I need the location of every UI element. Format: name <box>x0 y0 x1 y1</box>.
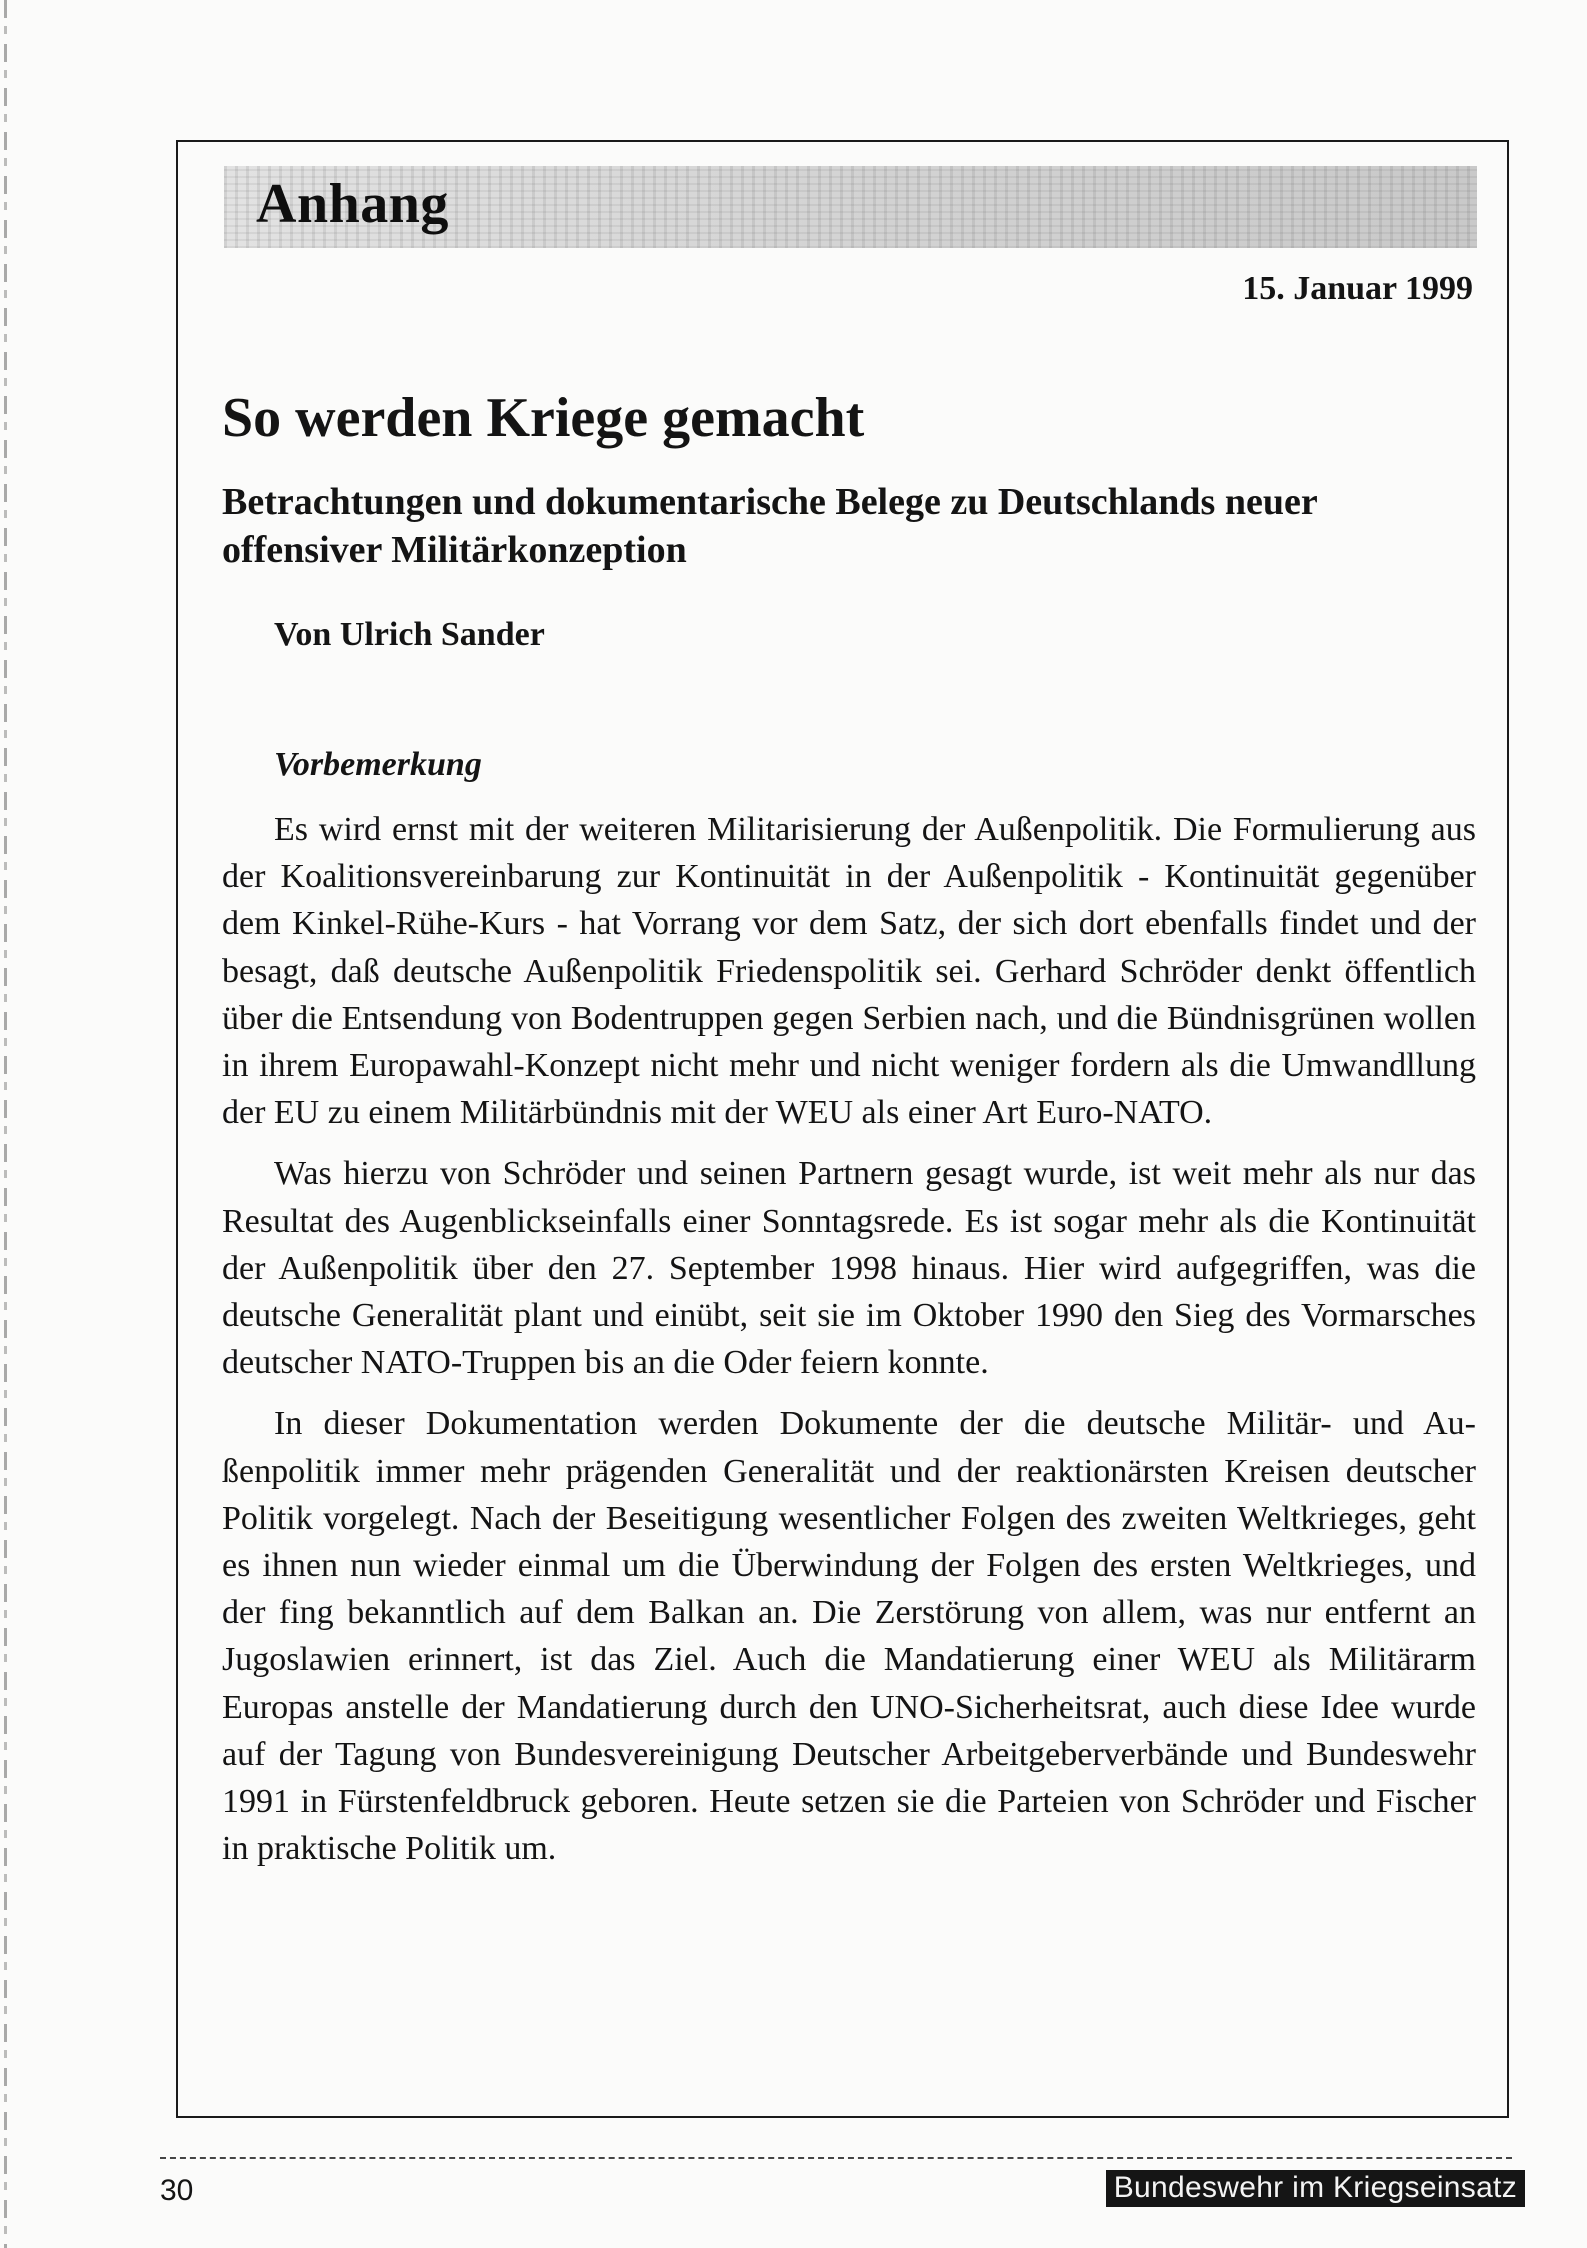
section-banner-title: Anhang <box>256 173 449 235</box>
paragraph-1: Es wird ernst mit der weiteren Militarisierung der Außenpolitik. Die Formulierung aus der Koalitionsvereinbarung zur Kontinuität in der Außenpolitik - Kontinuität gegenüber dem Kinkel-Rühe-Kurs - hat Vorrang vor dem Satz, der sich dort ebenfalls findet und der besagt, daß deutsche Außenpolitik Friedenspolitik sei. Gerhard Schröder denkt öffentlich über die Entsendung von Bodentruppen gegen Serbien nach, und die Bündnisgrünen wollen in ihrem Europawahl-Konzept nicht mehr und nicht weniger fordern als die Umwandllung der EU zu einem Militärbündnis mit der WEU als einer Art Euro-NATO. <box>222 811 1476 1132</box>
paragraph-3: In dieser Dokumentation werden Dokumente der die deutsche Militär- und Außenpolitik immer mehr prägenden Generalität und der reaktionärsten Kreisen deutscher Politik vorgelegt. Nach der Beseitigung wesentlicher Folgen des zweiten Weltkrieges, geht es ihnen nun wieder einmal um die Überwindung der Folgen des ersten Weltkrieges, und der fing bekanntlich auf dem Balkan an. Die Zerstörung von allem, was nur entfernt an Jugoslawien erinnert, ist das Ziel. Auch die Mandatierung einer WEU als Militärarm Europas anstelle der Mandatierung durch den UNO-Sicherheitsrat, auch diese Idee wurde auf der Tagung von Bundesvereinigung Deutscher Arbeitgeberverbände und Bundeswehr 1991 in Fürstenfeldbruck geboren. Heute setzen sie die Parteien von Schröder und Fischer in praktische Politik um. <box>222 1405 1476 1868</box>
scan-edge-artifact <box>4 0 7 2248</box>
article-date: 15. Januar 1999 <box>1242 270 1473 307</box>
article-subtitle: Betrachtungen und dokumentarische Belege zu Deutschlands neuer offensiver Militärkonzeption <box>222 481 1318 571</box>
article-body <box>222 806 1476 1886</box>
article-title: So werden Kriege gemacht <box>222 387 865 449</box>
footer-divider <box>160 2157 1512 2159</box>
page-number: 30 <box>160 2174 194 2207</box>
article-author: Von Ulrich Sander <box>274 616 545 653</box>
article-frame <box>176 140 1509 2118</box>
section-heading: Vorbemerkung <box>274 746 482 783</box>
section-banner <box>224 166 1477 248</box>
series-label: Bundeswehr im Kriegseinsatz <box>1106 2170 1525 2207</box>
paragraph-2: Was hierzu von Schröder und seinen Partnern gesagt wurde, ist weit mehr als nur das Resultat des Augenblickseinfalls einer Sonntagsrede. Es ist sogar mehr als die Kontinuität der Außenpolitik über den 27. September 1998 hinaus. Hier wird aufgegriffen, was die deutsche Generalität plant und einübt, seit sie im Oktober 1990 den Sieg des Vormarsches deutscher NATO-Truppen bis an die Oder feiern konnte. <box>222 1155 1476 1382</box>
